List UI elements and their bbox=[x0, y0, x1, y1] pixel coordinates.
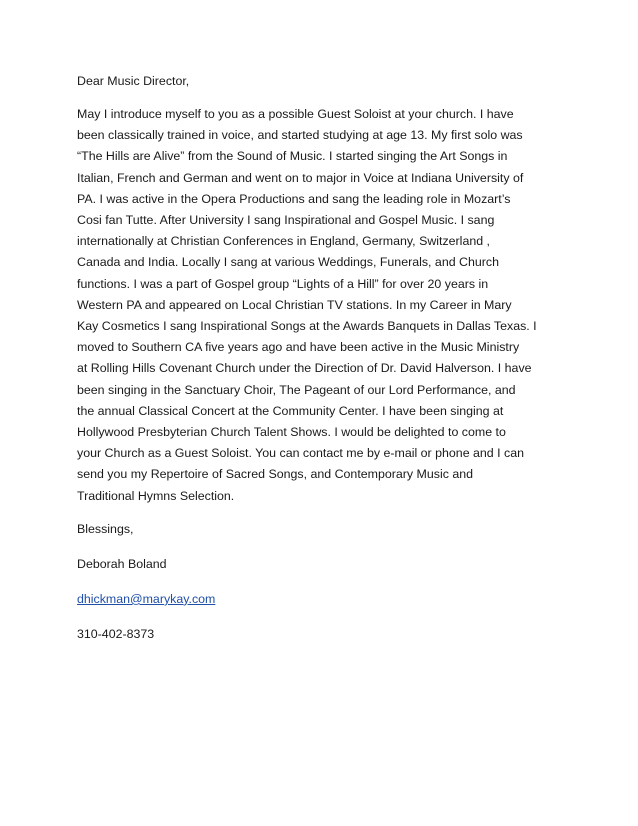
phone-number: 310-402-8373 bbox=[77, 626, 155, 641]
body-line: Italian, French and German and went on to major in Voice at Indiana University of bbox=[77, 170, 524, 185]
body-line: Hollywood Presbyterian Church Talent Shows. I would be delighted to come to bbox=[77, 425, 506, 440]
body-line: Cosi fan Tutte. After University I sang Inspirational and Gospel Music. I sang bbox=[77, 213, 495, 228]
letter-content bbox=[77, 71, 569, 659]
body-line: internationally at Christian Conferences in England, Germany, Switzerland , bbox=[77, 234, 490, 249]
body-line: your Church as a Guest Soloist. You can contact me by e-mail or phone and I can bbox=[77, 446, 525, 461]
signature-name: Deborah Boland bbox=[77, 556, 167, 571]
body-line: May I introduce myself to you as a possible Guest Soloist at your church. I have bbox=[77, 107, 514, 121]
salutation: Dear Music Director, bbox=[77, 74, 190, 88]
body-line: the annual Classical Concert at the Community Center. I have been singing at bbox=[77, 403, 504, 418]
body-line: at Rolling Hills Covenant Church under the Direction of Dr. David Halverson. I have bbox=[77, 361, 532, 376]
body-line: PA. I was active in the Opera Productions and sang the leading role in Mozart’s bbox=[77, 191, 511, 206]
body-line: functions. I was a part of Gospel group “Lights of a Hill” for over 20 years in bbox=[77, 276, 489, 291]
email-link[interactable]: dhickman@marykay.com bbox=[77, 591, 216, 606]
closing: Blessings, bbox=[77, 521, 134, 536]
body-line: Kay Cosmetics I sang Inspirational Songs at the Awards Banquets in Dallas Texas. I bbox=[77, 319, 537, 334]
body-line: been classically trained in voice, and started studying at age 13. My first solo was bbox=[77, 128, 523, 143]
body-line: Canada and India. Locally I sang at various Weddings, Funerals, and Church bbox=[77, 255, 499, 270]
body-line: been singing in the Sanctuary Choir, The Pageant of our Lord Performance, and bbox=[77, 382, 516, 397]
body-line: send you my Repertoire of Sacred Songs, and Contemporary Music and bbox=[77, 467, 474, 482]
body-line: moved to Southern CA five years ago and have been active in the Music Ministry bbox=[77, 340, 520, 355]
letter-body bbox=[77, 104, 569, 507]
body-line: Traditional Hymns Selection. bbox=[77, 488, 235, 503]
body-line: “The Hills are Alive” from the Sound of Music. I started singing the Art Songs in bbox=[77, 149, 508, 164]
body-line: Western PA and appeared on Local Christian TV stations. In my Career in Mary bbox=[77, 297, 512, 312]
